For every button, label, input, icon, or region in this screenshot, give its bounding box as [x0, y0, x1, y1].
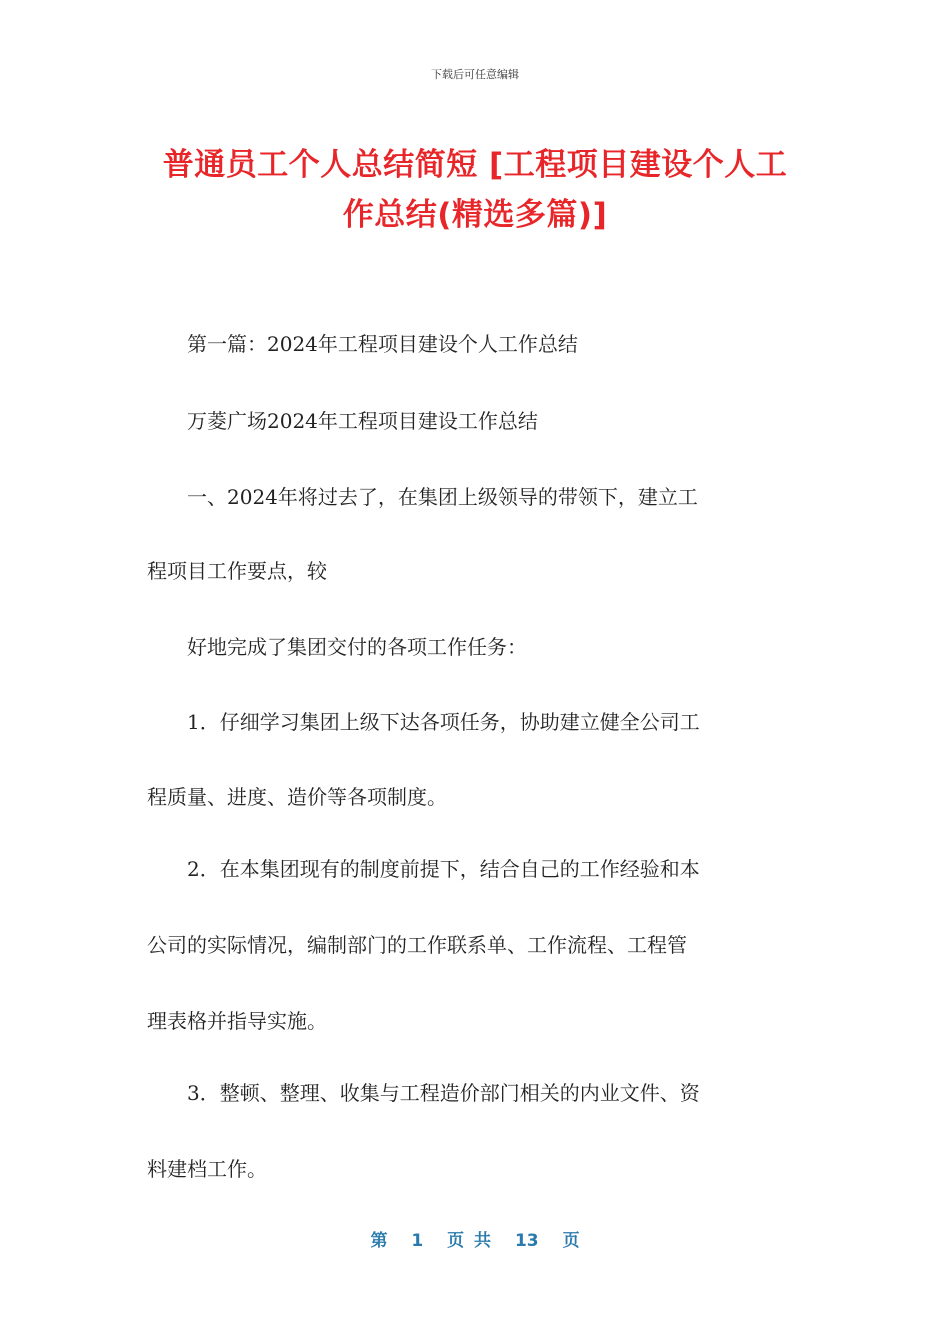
paragraph-line: 程项目工作要点，较	[147, 559, 327, 583]
paragraph-line: 3．整顿、整理、收集与工程造价部门相关的内业文件、资	[147, 1081, 700, 1105]
paragraph-line: 第一篇：2024年工程项目建设个人工作总结	[147, 332, 578, 356]
paragraph-line: 理表格并指导实施。	[147, 1009, 327, 1033]
footer-current-page: 1	[411, 1231, 424, 1251]
footer-total-pages: 13	[514, 1231, 539, 1251]
page-footer	[0, 1226, 950, 1251]
paragraph-line: 公司的实际情况，编制部门的工作联系单、工作流程、工程管	[147, 933, 687, 957]
footer-prefix: 第	[370, 1231, 388, 1251]
paragraph-line: 万菱广场2024年工程项目建设工作总结	[147, 409, 538, 433]
title-line-1: 普通员工个人总结简短 [工程项目建设个人工	[162, 147, 788, 183]
paragraph-line: 料建档工作。	[147, 1157, 267, 1181]
footer-suffix: 页	[562, 1231, 580, 1251]
paragraph-line: 好地完成了集团交付的各项工作任务：	[147, 635, 527, 659]
paragraph-line: 2．在本集团现有的制度前提下，结合自己的工作经验和本	[147, 857, 700, 881]
paragraph-line: 一、2024年将过去了，在集团上级领导的带领下，建立工	[147, 485, 698, 509]
header-note: 下载后可任意编辑	[431, 68, 519, 81]
footer-middle: 页 共	[447, 1231, 492, 1251]
document-title	[100, 140, 850, 240]
title-line-2: 作总结(精选多篇)]	[342, 197, 608, 233]
paragraph-line: 程质量、进度、造价等各项制度。	[147, 785, 447, 809]
paragraph-line: 1．仔细学习集团上级下达各项任务，协助建立健全公司工	[147, 710, 700, 734]
